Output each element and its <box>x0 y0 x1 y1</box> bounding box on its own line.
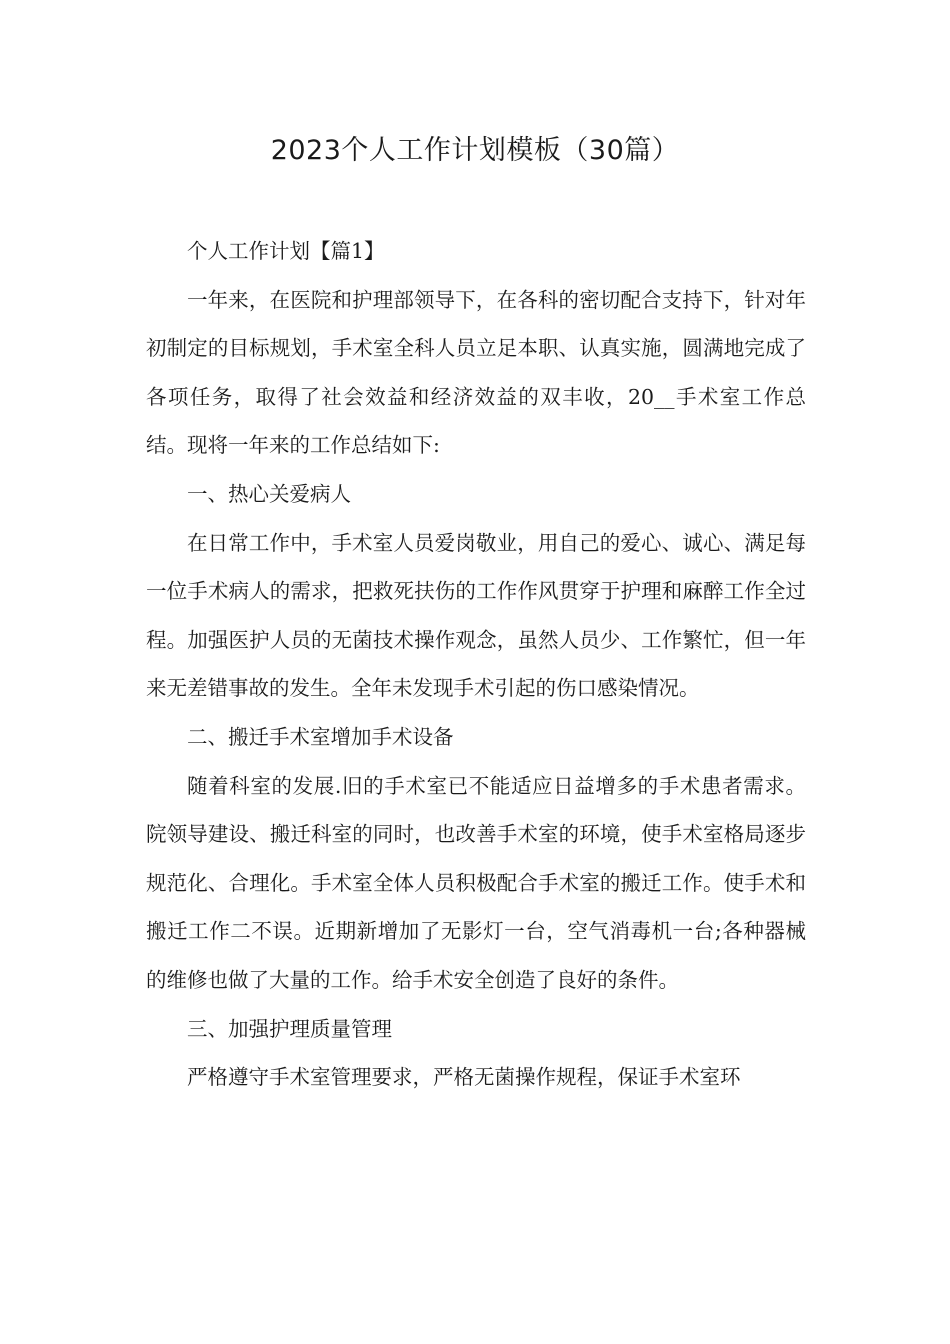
document-title: 2023个人工作计划模板（30篇） <box>270 135 680 166</box>
section-heading: 三、加强护理质量管理 <box>187 1016 392 1041</box>
body-paragraph: 严格遵守手术室管理要求，严格无菌操作规程，保证手术室环 <box>187 1065 741 1090</box>
body-paragraph: 随着科室的发展.旧的手术室已不能适应日益增多的手术患者需求。院领导建设、搬迁科室的同时，也改善手术室的环境，使手术室格局逐步规范化、合理化。手术室全体人员积极配合手术室的搬迁工作。使手术和搬迁工作二不误。近期新增加了无影灯一台，空气消毒机一台;各种器械的维修也做了大量的工作。给手术安全创造了良好的条件。 <box>146 773 806 992</box>
document-body <box>146 227 806 1102</box>
body-paragraph: 一年来，在医院和护理部领导下，在各科的密切配合支持下，针对年初制定的目标规划，手术室全科人员立足本职、认真实施，圆满地完成了各项任务，取得了社会效益和经济效益的双丰收，20__手术室工作总结。现将一年来的工作总结如下: <box>146 287 806 458</box>
section-heading: 一、热心关爱病人 <box>187 481 351 506</box>
section-heading: 二、搬迁手术室增加手术设备 <box>187 724 454 749</box>
body-paragraph: 在日常工作中，手术室人员爱岗敬业，用自己的爱心、诚心、满足每一位手术病人的需求，把救死扶伤的工作作风贯穿于护理和麻醉工作全过程。加强医护人员的无菌技术操作观念，虽然人员少、工作繁忙，但一年来无差错事故的发生。全年未发现手术引起的伤口感染情况。 <box>146 530 806 701</box>
section-heading: 个人工作计划【篇1】 <box>187 239 385 263</box>
